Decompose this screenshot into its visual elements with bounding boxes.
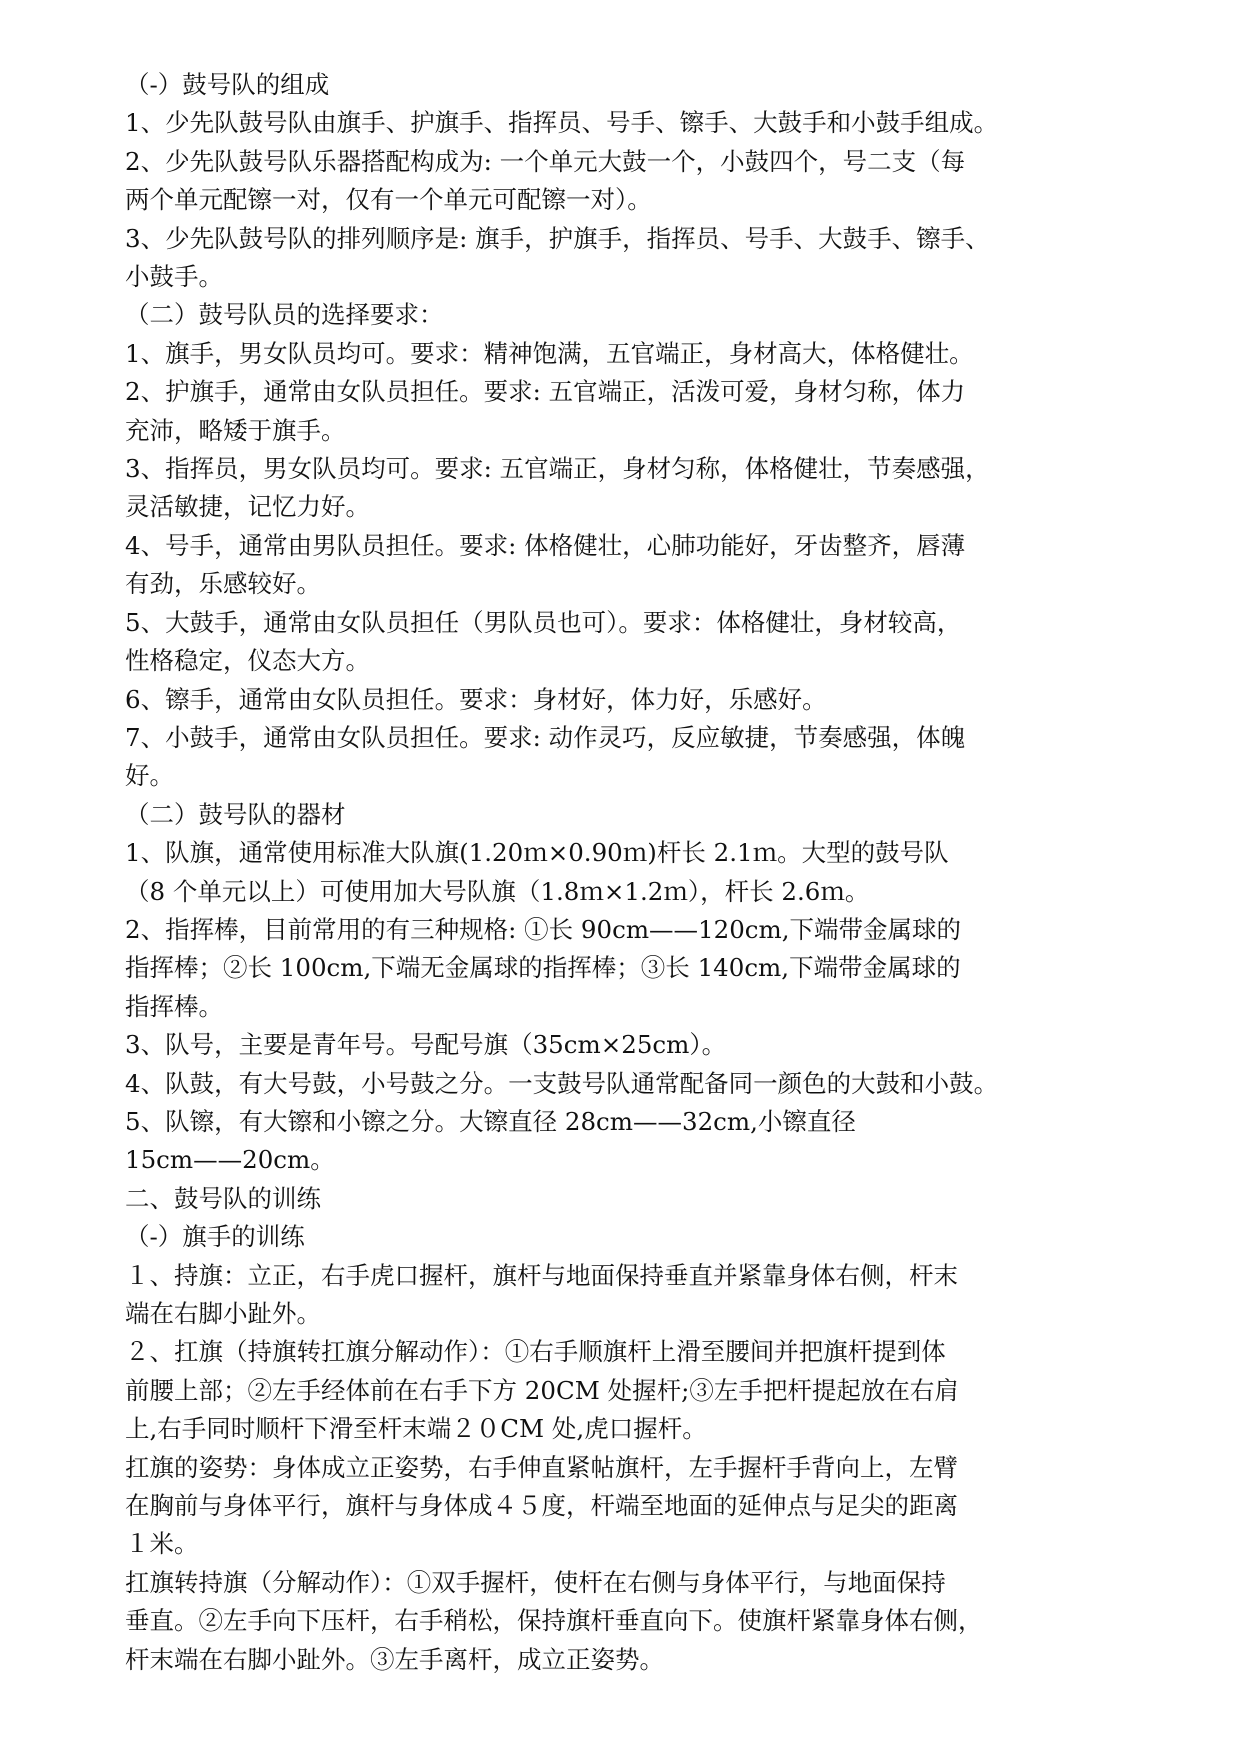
document-line: 5、队镲，有大镲和小镲之分。大镲直径 28cm——32cm,小镲直径 (125, 1106, 856, 1136)
document-line: 2、指挥棒，目前常用的有三种规格: ①长 90cm——120cm,下端带金属球的 (125, 914, 962, 944)
document-line: 扛旗的姿势：身体成立正姿势，右手伸直紧帖旗杆，左手握杆手背向上，左臂 (125, 1452, 958, 1482)
document-line: 好。 (125, 761, 174, 791)
document-line: 2、护旗手，通常由女队员担任。要求: 五官端正，活泼可爱，身材匀称，体力 (125, 377, 966, 407)
document-line: （二）鼓号队员的选择要求： (125, 300, 444, 330)
document-line: 指挥棒。 (125, 991, 223, 1021)
document-line: 3、队号，主要是青年号。号配号旗（35cm×25cm）。 (125, 1030, 727, 1060)
document-line: 二、鼓号队的训练 (125, 1183, 321, 1213)
document-line: 1、队旗，通常使用标准大队旗(1.20ｍ×0.90ｍ)杆长 2.1ｍ。大型的鼓号队 (125, 838, 949, 868)
document-line: １、持旗：立正，右手虎口握杆，旗杆与地面保持垂直并紧靠身体右侧，杆末 (125, 1260, 958, 1290)
document-line: 3、少先队鼓号队的排列顺序是: 旗手，护旗手，指挥员、号手、大鼓手、镲手、 (125, 223, 990, 253)
document-line: 1、旗手，男女队员均可。要求：精神饱满，五官端正，身材高大，体格健壮。 (125, 338, 974, 368)
document-line: １米。 (125, 1529, 199, 1559)
document-line: 1、少先队鼓号队由旗手、护旗手、指挥员、号手、镲手、大鼓手和小鼓手组成。 (125, 108, 999, 138)
document-line: 扛旗转持旗（分解动作）：①双手握杆，使杆在右侧与身体平行，与地面保持 (125, 1567, 946, 1597)
document-line: 有劲，乐感较好。 (125, 569, 321, 599)
document-line: （-）旗手的训练 (125, 1222, 305, 1252)
document-line: 灵活敏捷，记忆力好。 (125, 492, 370, 522)
document-line: 3、指挥员，男女队员均可。要求: 五官端正，身材匀称，体格健壮，节奏感强， (125, 454, 990, 484)
document-line: 6、镲手，通常由女队员担任。要求：身材好，体力好，乐感好。 (125, 684, 827, 714)
document-line: 5、大鼓手，通常由女队员担任（男队员也可）。要求：体格健壮，身材较高， (125, 607, 962, 637)
document-line: （二）鼓号队的器材 (125, 799, 346, 829)
document-line: 在胸前与身体平行，旗杆与身体成４５度，杆端至地面的延伸点与足尖的距离 (125, 1491, 958, 1521)
document-page (125, 66, 1125, 1679)
document-line: 性格稳定，仪态大方。 (125, 646, 370, 676)
document-line: （-）鼓号队的组成 (125, 70, 330, 99)
document-line: 上,右手同时顺杆下滑至杆末端２０CM 处,虎口握杆。 (125, 1414, 707, 1444)
document-line: 前腰上部；②左手经体前在右手下方 20CM 处握杆;③左手把杆提起放在右肩 (125, 1375, 959, 1405)
document-line: 2、少先队鼓号队乐器搭配构成为: 一个单元大鼓一个，小鼓四个，号二支（每 (125, 146, 966, 176)
document-line: 4、队鼓，有大号鼓，小号鼓之分。一支鼓号队通常配备同一颜色的大鼓和小鼓。 (125, 1068, 999, 1098)
document-line: ２、扛旗（持旗转扛旗分解动作）：①右手顺旗杆上滑至腰间并把旗杆提到体 (125, 1337, 946, 1367)
document-line: 指挥棒；②长 100cm,下端无金属球的指挥棒；③长 140cm,下端带金属球的 (125, 953, 961, 983)
document-line: 充沛，略矮于旗手。 (125, 415, 346, 445)
document-line: 端在右脚小趾外。 (125, 1299, 321, 1328)
document-line: 15cm——20cm。 (125, 1145, 335, 1175)
document-line: 杆末端在右脚小趾外。③左手离杆，成立正姿势。 (125, 1644, 664, 1674)
document-line: 垂直。②左手向下压杆，右手稍松，保持旗杆垂直向下。使旗杆紧靠身体右侧， (125, 1606, 983, 1636)
document-line: （8 个单元以上）可使用加大号队旗（1.8ｍ×1.2ｍ），杆长 2.6ｍ。 (125, 876, 870, 906)
document-line: 两个单元配镲一对，仅有一个单元可配镲一对）。 (125, 185, 652, 215)
document-line: 4、号手，通常由男队员担任。要求: 体格健壮，心肺功能好，牙齿整齐，唇薄 (125, 530, 966, 560)
document-line: 7、小鼓手，通常由女队员担任。要求: 动作灵巧，反应敏捷，节奏感强，体魄 (125, 722, 966, 752)
document-line: 小鼓手。 (125, 262, 223, 292)
